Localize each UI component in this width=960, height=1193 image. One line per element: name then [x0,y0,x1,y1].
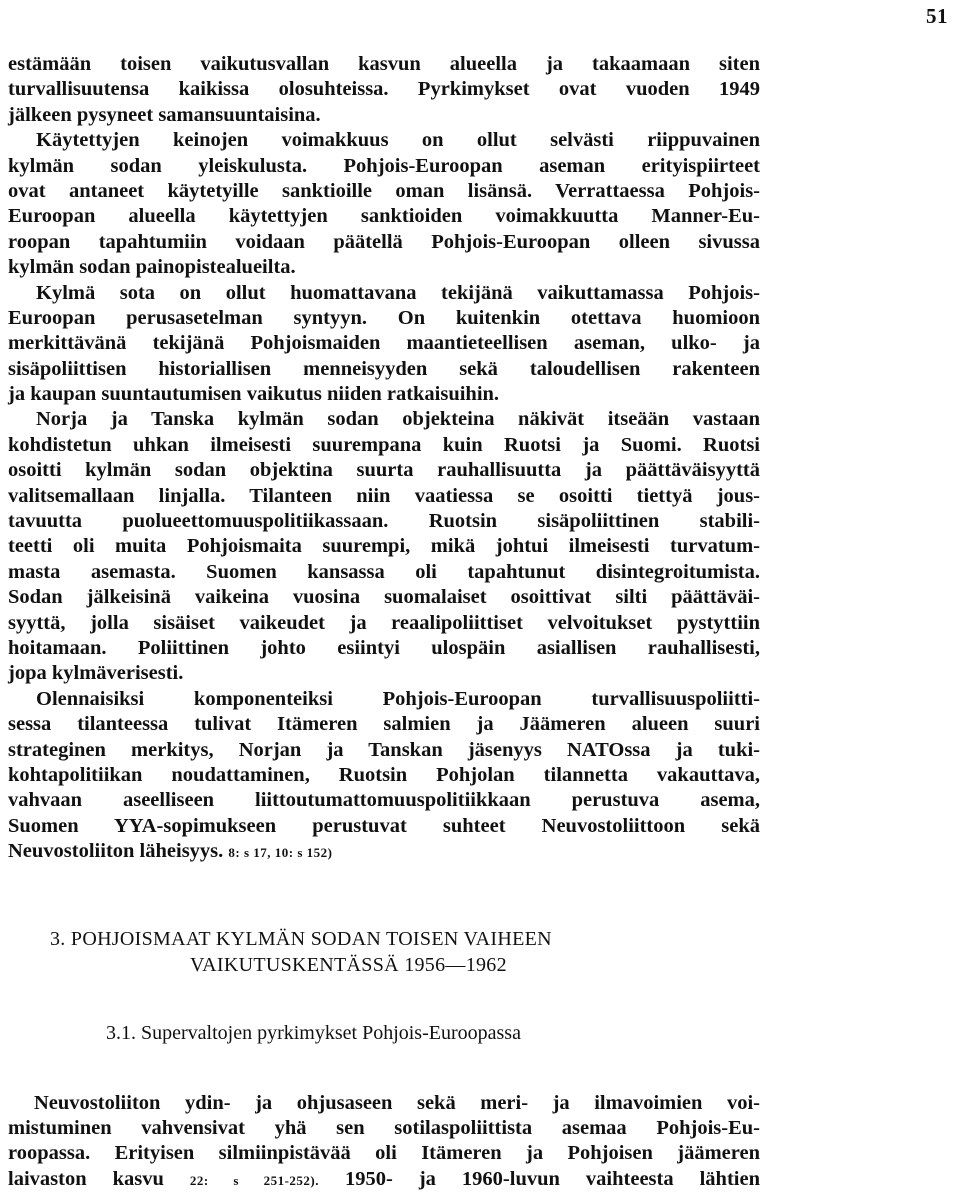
text-fragment: laivaston kasvu [8,1167,164,1190]
text-line: Norja ja Tanska kylmän sodan objekteina näkivät itseään vastaan [36,408,760,431]
text-line: merkittävänä tekijänä Pohjoismaiden maantieteellisen aseman, ulko- ja [8,332,760,355]
reference-note: 22: s 251-252). [189,1172,319,1188]
text-line: kohtapolitiikan noudattaminen, Ruotsin Pohjolan tilannetta vakauttava, [8,763,760,786]
text-line: ja kaupan suuntautumisen vaikutus niiden ratkaisuihin. [8,383,500,406]
text-line: jopa kylmäverisesti. [8,662,184,685]
paragraph-2 [8,128,760,280]
section-heading-line-1: 3. POHJOISMAAT KYLMÄN SODAN TOISEN VAIHEEN [50,927,552,950]
text-line: kohdistetun uhkan ilmeisesti suurempana kuin Ruotsi ja Suomi. Ruotsi [8,433,760,456]
section-heading-line-2: VAIKUTUSKENTÄSSÄ 1956—1962 [190,953,507,976]
text-line: jälkeen pysyneet samansuuntaisina. [8,103,321,126]
text-line: vahvaan aseelliseen liittoutumattomuuspolitiikkaan perustuva asema, [8,789,760,812]
text-line: roopan tapahtumiin voidaan päätellä Pohjois-Euroopan olleen sivussa [8,230,760,253]
section-heading [8,927,760,979]
spacer [8,865,760,927]
text-line: strateginen merkitys, Norjan ja Tanskan jäsenyys NATOssa ja tuki- [8,738,760,761]
text-line: Neuvostoliiton ydin- ja ohjusaseen sekä meri- ja ilmavoimien voi- [34,1091,760,1114]
text-line: Olennaisiksi komponenteiksi Pohjois-Euroopan turvallisuuspoliitti- [36,687,760,710]
subsection-heading: 3.1. Supervaltojen pyrkimykset Pohjois-Euroopassa [106,1021,521,1044]
spacer [8,1047,760,1091]
text-line: roopassa. Erityisen silmiinpistävää oli Itämeren ja Pohjoisen jäämeren [8,1142,760,1165]
text-line: Käytettyjen keinojen voimakkuus on ollut selvästi riippuvainen [36,129,760,152]
text-fragment: Neuvostoliiton läheisyys. [8,840,224,863]
text-line: sisäpoliittisen historiallisen menneisyyden sekä taloudellisen rakenteen [8,357,760,380]
text-line: syyttä, jolla sisäiset vaikeudet ja reaalipoliittiset velvoitukset pystyttiin [8,611,760,634]
document-body [8,52,760,1192]
paragraph-6 [8,1091,760,1193]
text-line: estämään toisen vaikutusvallan kasvun alueella ja takaamaan siten [8,53,760,75]
text-fragment: 1950- ja 1960-luvun vaihteesta lähtien [345,1167,760,1190]
paragraph-5 [8,687,760,865]
spacer [8,979,760,1021]
page-number: 51 [926,4,948,28]
paragraph-1 [8,52,760,128]
reference-note: 8: s 17, 10: s 152) [228,845,333,861]
text-line [8,839,760,864]
paragraph-3 [8,281,760,408]
text-line: Euroopan alueella käytettyjen sanktioiden voimakkuutta Manner-Eu- [8,205,760,228]
text-line: kylmän sodan yleiskulusta. Pohjois-Euroopan aseman erityispiirteet [8,154,760,177]
text-line: Euroopan perusasetelman syntyyn. On kuitenkin otettava huomioon [8,306,760,329]
text-line: sessa tilanteessa tulivat Itämeren salmien ja Jäämeren alueen suuri [8,713,760,736]
text-line: teetti oli muita Pohjoismaita suurempi, mikä johtui ilmeisesti turvatum- [8,535,760,558]
text-line: tavuutta puolueettomuuspolitiikassaan. Ruotsin sisäpoliittinen stabili- [8,510,760,533]
text-line: Suomen YYA-sopimukseen perustuvat suhteet Neuvostoliittoon sekä [8,814,760,837]
text-line: Sodan jälkeisinä vaikeina vuosina suomalaiset osoittivat silti päättäväi- [8,586,760,609]
text-line: ovat antaneet käytetyille sanktioille oman lisänsä. Verrattaessa Pohjois- [8,179,760,202]
text-line: masta asemasta. Suomen kansassa oli tapahtunut disintegroitumista. [8,560,760,583]
paragraph-4 [8,407,760,686]
text-line: valitsemallaan linjalla. Tilanteen niin vaatiessa se osoitti tiettyä jous- [8,484,760,507]
text-line [8,1167,760,1192]
text-line: kylmän sodan painopistealueilta. [8,256,296,279]
text-line: osoitti kylmän sodan objektina suurta rauhallisuutta ja päättäväisyyttä [8,459,760,482]
text-line: hoitamaan. Poliittinen johto esiintyi ulospäin asiallisen rauhallisesti, [8,636,760,659]
text-line: Kylmä sota on ollut huomattavana tekijänä vaikuttamassa Pohjois- [36,281,760,304]
text-line: mistuminen vahvensivat yhä sen sotilaspoliittista asemaa Pohjois-Eu- [8,1116,760,1139]
text-line: turvallisuutensa kaikissa olosuhteissa. Pyrkimykset ovat vuoden 1949 [8,78,760,101]
